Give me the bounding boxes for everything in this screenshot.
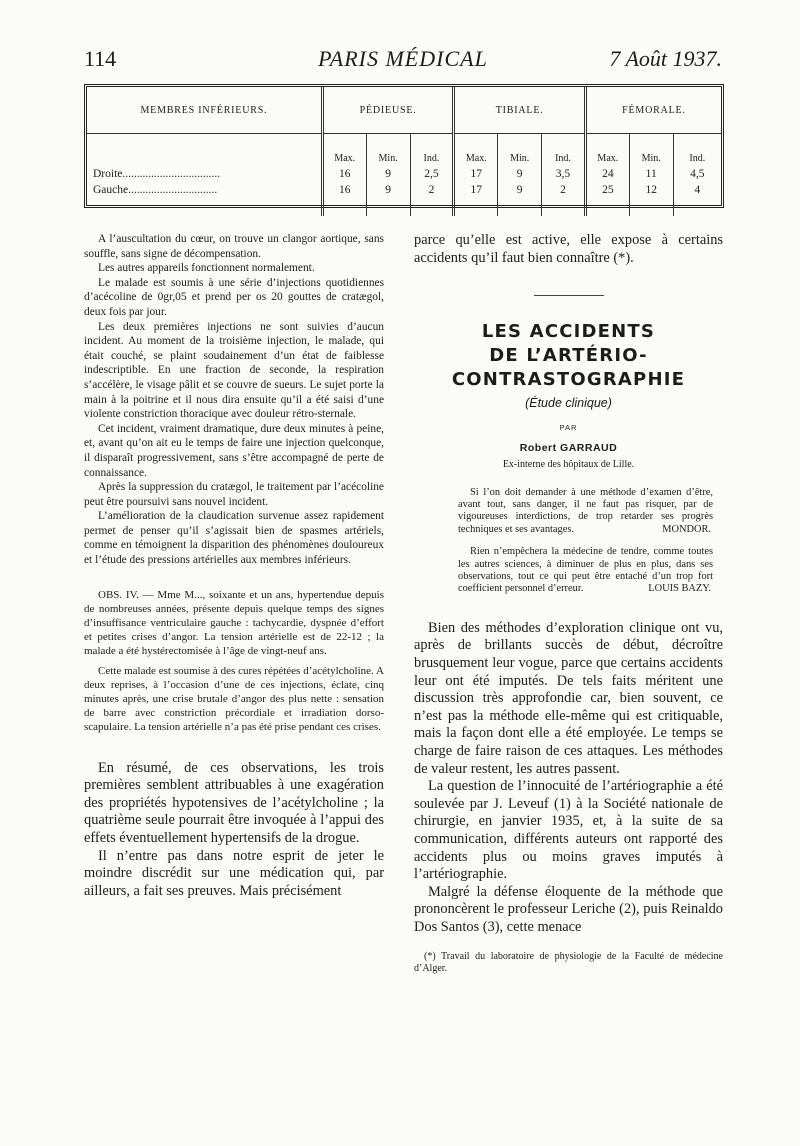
table-cell: 16 xyxy=(322,166,366,182)
row-label: Droite.................................. xyxy=(93,168,221,180)
table-cell: 11 xyxy=(629,166,673,182)
table-cell: 17 xyxy=(454,166,498,182)
epigraph-mondor xyxy=(458,487,713,537)
row-label: Gauche............................... xyxy=(93,184,218,196)
table-cell: 12 xyxy=(629,182,673,198)
intro-block xyxy=(414,232,723,267)
paragraph: parce qu’elle est active, elle expose à certains accidents qu’il faut bien connaître (*). xyxy=(414,232,723,266)
table-cell: 3,5 xyxy=(542,166,586,182)
paragraph: Malgré la défense éloquente de la méthode que prononcèrent le professeur Leriche (2), puis Reinaldo Dos Santos (3), cette menace xyxy=(414,883,723,935)
by-line-par: PAR xyxy=(559,422,578,432)
journal-title: PARIS MÉDICAL xyxy=(318,46,488,71)
epigraph-bazy xyxy=(458,546,713,596)
table-sub-header: Ind. xyxy=(673,134,721,167)
paragraph: En résumé, de ces observations, les trois premières semblent attribuables à une exagération des propriétés hypotensives de l’acétylcholine ; la quatrième seule pourrait être invoquée à l’appui des effets éventuellement hypertensifs de la drogue. xyxy=(84,759,384,847)
table-group-header: MEMBRES INFÉRIEURS. xyxy=(87,87,322,134)
paragraph: Les deux premières injections ne sont suivies d’aucun incident. Au moment de la troisième injection, le malade, qui était couché, se plaint soudainement d’un état de faiblesse indescriptible. En une fraction de seconde, la respiration s’accélère, le visage pâlit et se couvre de sueurs. Le sujet porte la main à la poitrine et il nous dira ensuite qu’il a été saisi d’une violente constriction thoracique avec douleur rétro-sternale. xyxy=(84,320,384,421)
table-sub-header: Ind. xyxy=(410,134,454,167)
title-line: LES ACCIDENTS xyxy=(481,321,656,343)
title-line: CONTRASTOGRAPHIE xyxy=(451,369,686,391)
table-sub-header: Min. xyxy=(629,134,673,167)
author-name: Robert GARRAUD xyxy=(519,442,618,455)
article-subtitle: (Étude clinique) xyxy=(525,396,612,411)
table-sub-header: Min. xyxy=(498,134,542,167)
title-line: DE L’ARTÉRIO- xyxy=(489,345,648,367)
article-title xyxy=(414,320,723,392)
table-sub-header: Ind. xyxy=(542,134,586,167)
right-column xyxy=(414,232,723,976)
table-cell: 25 xyxy=(585,182,629,198)
paragraph: Le malade est soumis à une série d’injections quotidiennes d’acécoline de 0gr,05 et prend per os 20 gouttes de cratægol, deux fois par jour. xyxy=(84,276,384,318)
epigraph-text: Rien n’empêchera la médecine de tendre, comme toutes les autres sciences, à diminuer de plus en plus, dans ses observations, tout ce qui peut être entaché d’un trop fort coefficient personnel d’erreur. xyxy=(458,546,713,595)
table-cell: 9 xyxy=(498,182,542,198)
paragraph: Bien des méthodes d’exploration clinique ont vu, après de brillants succès de début, décroître brusquement leur vogue, parce que certains accidents leur ont été imputés. De tels faits méritent une discussion très approfondie car, bien souvent, ce n’est pas la méthode elle-même qui est critiquable, mais la façon dont elle a été employée. Le temps se charge de faire raison de ces attaques. Les méthodes de valeur restent, les autres passent. xyxy=(414,619,723,777)
table-cell: 4,5 xyxy=(673,166,721,182)
table-sub-header: Max. xyxy=(585,134,629,167)
table-cell: 2,5 xyxy=(410,166,454,182)
table-sub-header: Max. xyxy=(454,134,498,167)
table-sub-header: Min. xyxy=(366,134,410,167)
table-cell: 9 xyxy=(498,166,542,182)
observation-paragraph: Cette malade est soumise à des cures répétées d’acétylcholine. A deux reprises, à l’occasion d’une de ces injections, éclate, cinq minutes après, une crise brutale d’angor des plus nette : sensation de barre avec constriction précordiale et irradiation dorso-scapulaire. La tension artérielle n’a pas été prise pendant ces crises. xyxy=(84,664,384,733)
table-cell: 2 xyxy=(542,182,586,198)
summary-block xyxy=(84,760,384,901)
paragraph: La question de l’innocuité de l’artériographie a été soulevée par J. Leveuf (1) à la Société nationale de chirurgie, en janvier 1935, et, à la suite de sa communication, différents auteurs ont rapporté des accidents plus ou moins graves imputés à l’artériographie. xyxy=(414,778,723,883)
footnote-text: (*) Travail du laboratoire de physiologie de la Faculté de médecine d’Alger. xyxy=(414,950,723,974)
page-header xyxy=(84,46,722,76)
paragraph: Cet incident, vraiment dramatique, dure deux minutes à peine, et, avant qu’on ait eu le temps de faire une injection quelconque, il disparaît progressivement, sans s’être accompagné de perte de connaissance. xyxy=(84,422,384,479)
epigraph-author: MONDOR. xyxy=(662,523,711,535)
paragraph: L’amélioration de la claudication survenue assez rapidement permet de penser qu’il s’agissait bien de spasmes artériels, comme en témoignent la disparition des phénomènes douloureux et l’étude des pressions artérielles aux membres inférieurs. xyxy=(84,510,384,567)
paragraph: Les autres appareils fonctionnent normalement. xyxy=(98,262,315,275)
table-cell: 4 xyxy=(673,182,721,198)
paragraph: Après la suppression du cratægol, le traitement par l’acécoline peut être poursuivi sans nouvel incident. xyxy=(84,481,384,508)
epigraph-text: Si l’on doit demander à une méthode d’examen d’être, avant tout, sans danger, il ne faut pas risquer, par de vigoureuses interdictions, de trop retarder ses progrès techniques et ses avantages. xyxy=(458,486,713,535)
table-sub-header: Max. xyxy=(322,134,366,167)
observation-paragraph: OBS. IV. — Mme M..., soixante et un ans, hypertendue depuis de nombreuses années, présente depuis quelque temps des signes d’insuffisance ventriculaire gauche : tachycardie, dyspnée d’effort et petites crises d’angor. La tension artérielle est de 22-12 ; la malade a été hystérectomisée à l’âge de vingt-neuf ans. xyxy=(84,588,384,657)
table-cell: 16 xyxy=(322,182,366,198)
left-column xyxy=(84,232,384,900)
table-cell: 9 xyxy=(366,166,410,182)
page-number: 114 xyxy=(84,46,117,71)
table-cell: 24 xyxy=(585,166,629,182)
table-cell: 2 xyxy=(410,182,454,198)
table-cell: 9 xyxy=(366,182,410,198)
table-group-header: FÉMORALE. xyxy=(585,87,721,134)
pressure-table xyxy=(84,84,724,208)
separator xyxy=(534,295,604,296)
table-row xyxy=(87,182,721,198)
epigraph-author: LOUIS BAZY. xyxy=(648,583,711,595)
issue-date: 7 Août 1937. xyxy=(609,46,722,71)
author-affiliation: Ex-interne des hôpitaux de Lille. xyxy=(502,458,635,470)
footnote xyxy=(414,951,723,976)
paragraph: Il n’entre pas dans notre esprit de jeter le moindre discrédit sur une médication qui, par ailleurs, a fait ses preuves. Mais précisément xyxy=(84,847,384,899)
table-row xyxy=(87,166,721,182)
table-group-header: TIBIALE. xyxy=(454,87,586,134)
table-cell: 17 xyxy=(454,182,498,198)
observation-block xyxy=(84,588,384,734)
article-body xyxy=(414,620,723,937)
table-group-header: PÉDIEUSE. xyxy=(322,87,454,134)
paragraph: A l’auscultation du cœur, on trouve un clangor aortique, sans souffle, sans signe de décompensation. xyxy=(84,233,384,260)
